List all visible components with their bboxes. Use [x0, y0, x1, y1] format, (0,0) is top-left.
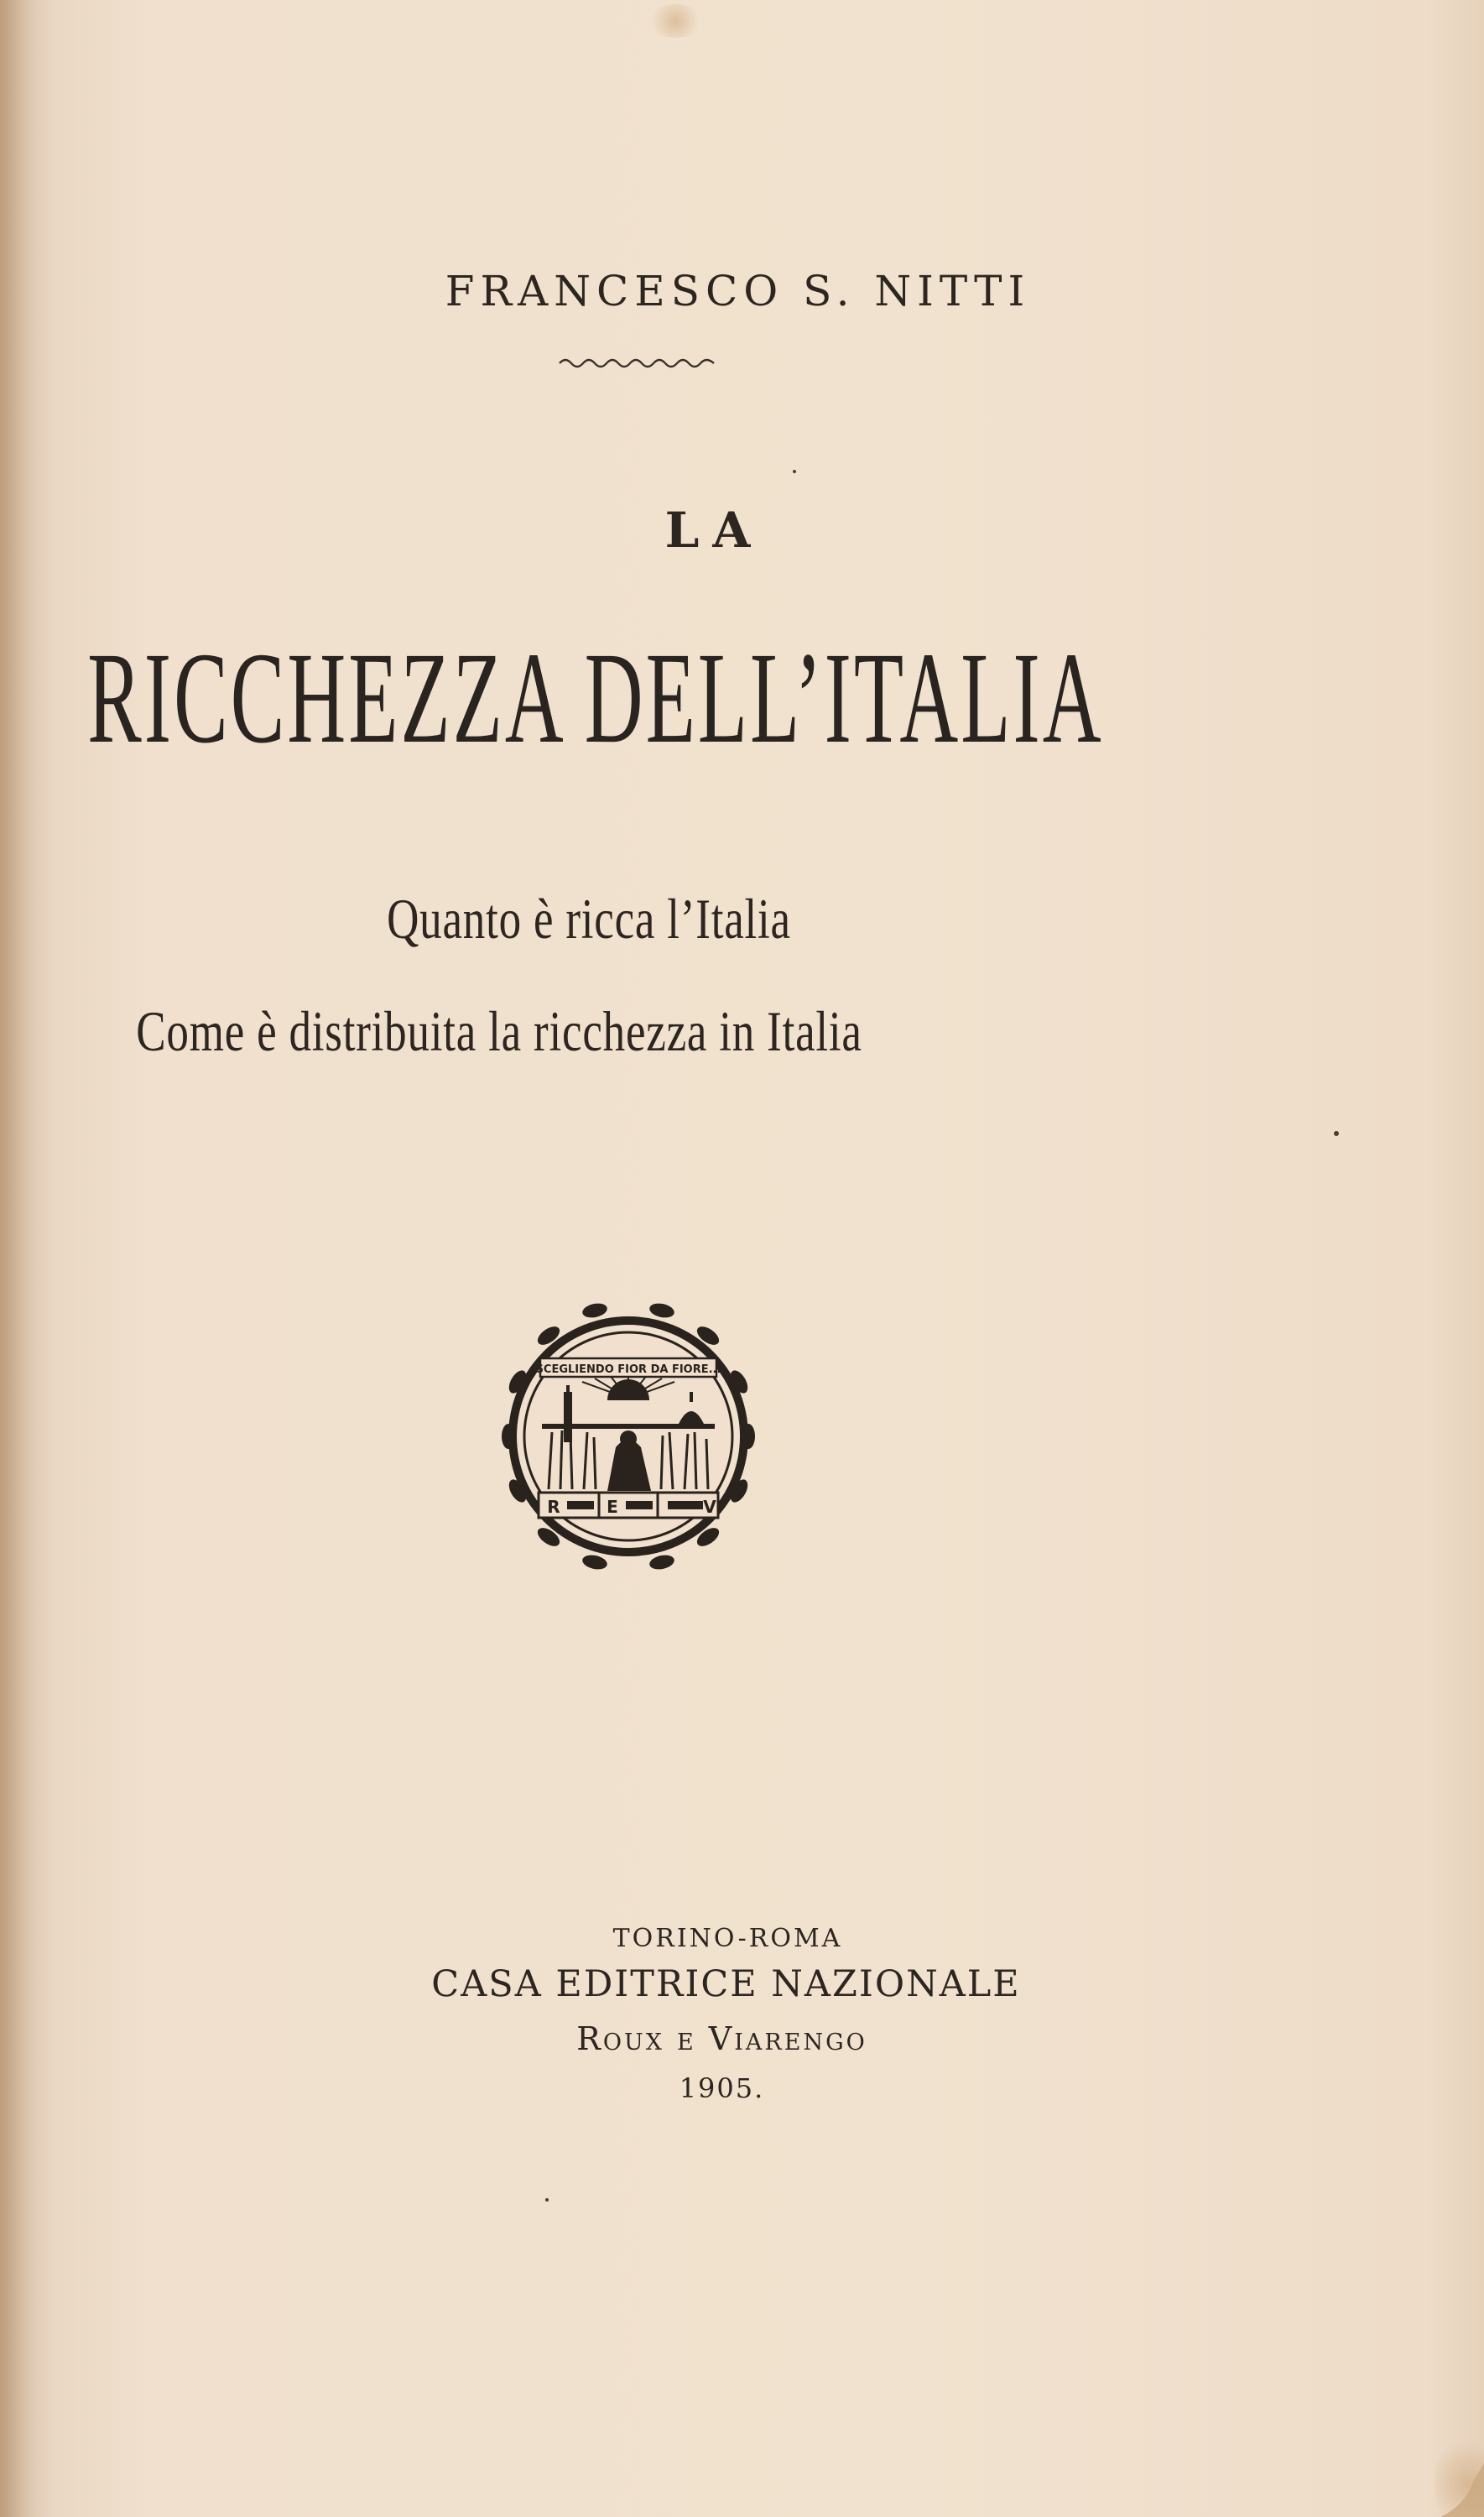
ornamental-rule — [558, 354, 717, 373]
imprint-city: TORINO-ROMA — [612, 1924, 843, 1953]
emblem-motto: SCEGLIENDO FIOR DA FIORE... — [535, 1363, 721, 1376]
subtitle-line-1: Quanto è ricca l’Italia — [387, 887, 791, 951]
subtitle-line-2: Come è distribuita la ricchezza in Italia — [136, 999, 862, 1063]
paper-speck — [793, 470, 796, 473]
emblem-letter-v: V — [703, 1497, 716, 1517]
imprint-year: 1905. — [679, 2072, 765, 2104]
paper-stain — [646, 4, 705, 38]
emblem-letter-e: E — [607, 1497, 618, 1517]
main-title: RICCHEZZA DELL’ITALIA — [87, 625, 1104, 770]
author-name: FRANCESCO S. NITTI — [445, 267, 1031, 315]
imprint-publisher: CASA EDITRICE NAZIONALE — [431, 1963, 1021, 2005]
paper-speck — [545, 2198, 549, 2202]
publisher-emblem-icon — [490, 1298, 767, 1575]
title-article: LA — [664, 502, 764, 559]
spine-shadow — [0, 0, 54, 2517]
emblem-letter-r: R — [547, 1497, 560, 1517]
page-corner-wear — [1440, 2463, 1484, 2517]
imprint-printer: Roux e Viarengo — [576, 2020, 867, 2057]
paper-speck — [1334, 1131, 1339, 1136]
